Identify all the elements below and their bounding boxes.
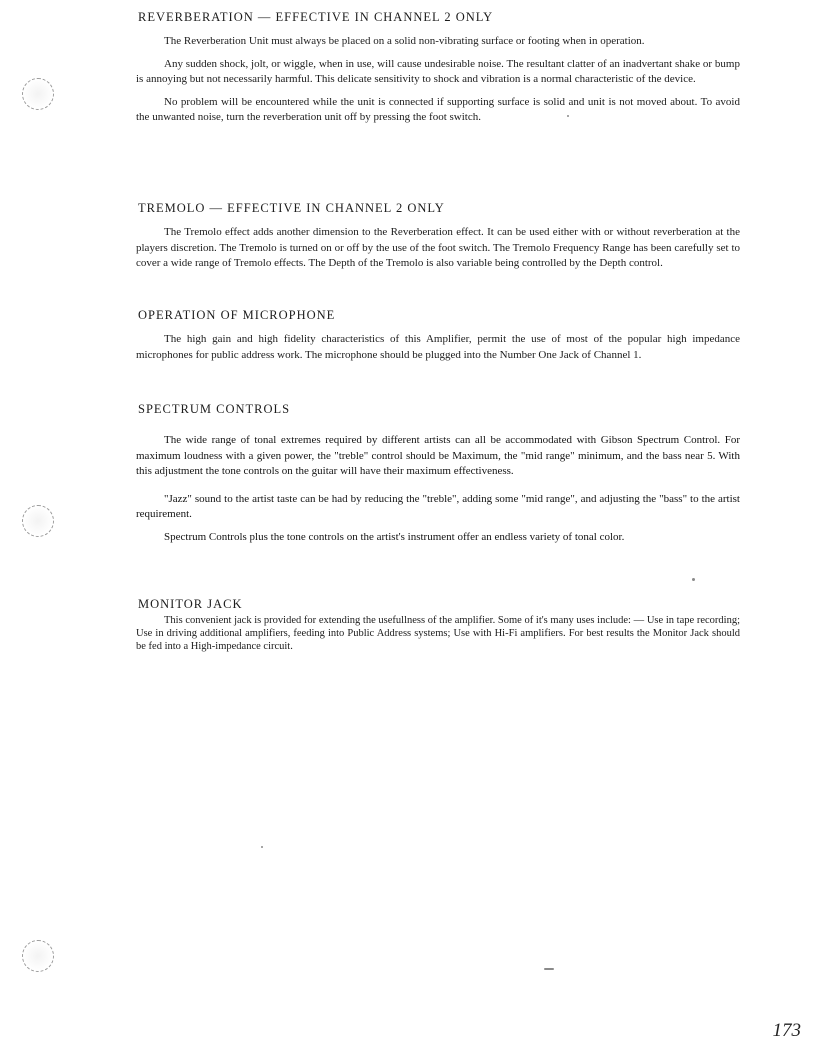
scan-speck (261, 846, 263, 848)
paragraph: "Jazz" sound to the artist taste can be had by reducing the "treble", adding some "mid range", and adjusting the "bass" to the artist requirement. (136, 492, 740, 520)
punch-hole-bottom (22, 940, 54, 972)
section-heading: SPECTRUM CONTROLS (138, 402, 291, 416)
paragraph: No problem will be encountered while the unit is connected if supporting surface is solid and unit is not moved about. To avoid the unwanted noise, turn the reverberation unit off by pressing the foot switch. (136, 95, 740, 123)
scan-speck (692, 578, 695, 581)
section-operation-of-microphone (136, 308, 740, 370)
paragraph: The wide range of tonal extremes required by different artists can all be accommodated with Gibson Spectrum Control. For maximum loudness with a given power, the "treble" control should be Maximum, the "mid range" minimum, and the bass near 5. With this adjustment the tone controls on the guitar will have their maximum effectiveness. (136, 434, 740, 477)
section-heading: MONITOR JACK (138, 597, 243, 611)
section-spectrum-controls (136, 402, 740, 552)
paragraph: Spectrum Controls plus the tone controls on the artist's instrument offer an endless variety of tonal color. (164, 530, 625, 543)
paragraph: The high gain and high fidelity characteristics of this Amplifier, permit the use of most of the popular high impedance microphones for public address work. The microphone should be plugged into the Number One Jack of Channel 1. (136, 333, 740, 361)
section-heading: OPERATION OF MICROPHONE (138, 308, 336, 322)
section-tremolo (136, 201, 740, 279)
page-number: 173 (772, 1020, 801, 1041)
scan-speck (544, 968, 554, 970)
scan-speck (567, 115, 569, 117)
paragraph: The Tremolo effect adds another dimension to the Reverberation effect. It can be used either with or without reverberation at the players discretion. The Tremolo is turned on or off by the use of the foot switch. The Tremolo Frequency Range has been carefully set to cover a wide range of Tremolo effects. The Depth of the Tremolo is also variable being controlled by the Depth control. (136, 226, 740, 269)
section-monitor-jack (136, 597, 740, 653)
paragraph: The Reverberation Unit must always be placed on a solid non-vibrating surface or footing when in operation. (164, 35, 645, 47)
punch-hole-top (22, 78, 54, 110)
paragraph: Any sudden shock, jolt, or wiggle, when in use, will cause undesirable noise. The resultant clatter of an inadvertant shake or bump is annoying but not necessarily harmful. This delicate sensitivity to shock and vibration is a normal characteristic of the device. (136, 57, 740, 85)
punch-hole-middle (22, 505, 54, 537)
section-reverberation (136, 10, 740, 133)
section-heading: REVERBERATION — EFFECTIVE IN CHANNEL 2 ONLY (138, 10, 494, 24)
paragraph: This convenient jack is provided for extending the usefullness of the amplifier. Some of it's many uses include: — Use in tape recording; Use in driving additional amplifiers, feeding into Public Address systems; Use with Hi-Fi amplifiers. For best results the Monitor Jack should be fed into a High-impedance circuit. (136, 615, 740, 652)
section-heading: TREMOLO — EFFECTIVE IN CHANNEL 2 ONLY (138, 201, 445, 215)
